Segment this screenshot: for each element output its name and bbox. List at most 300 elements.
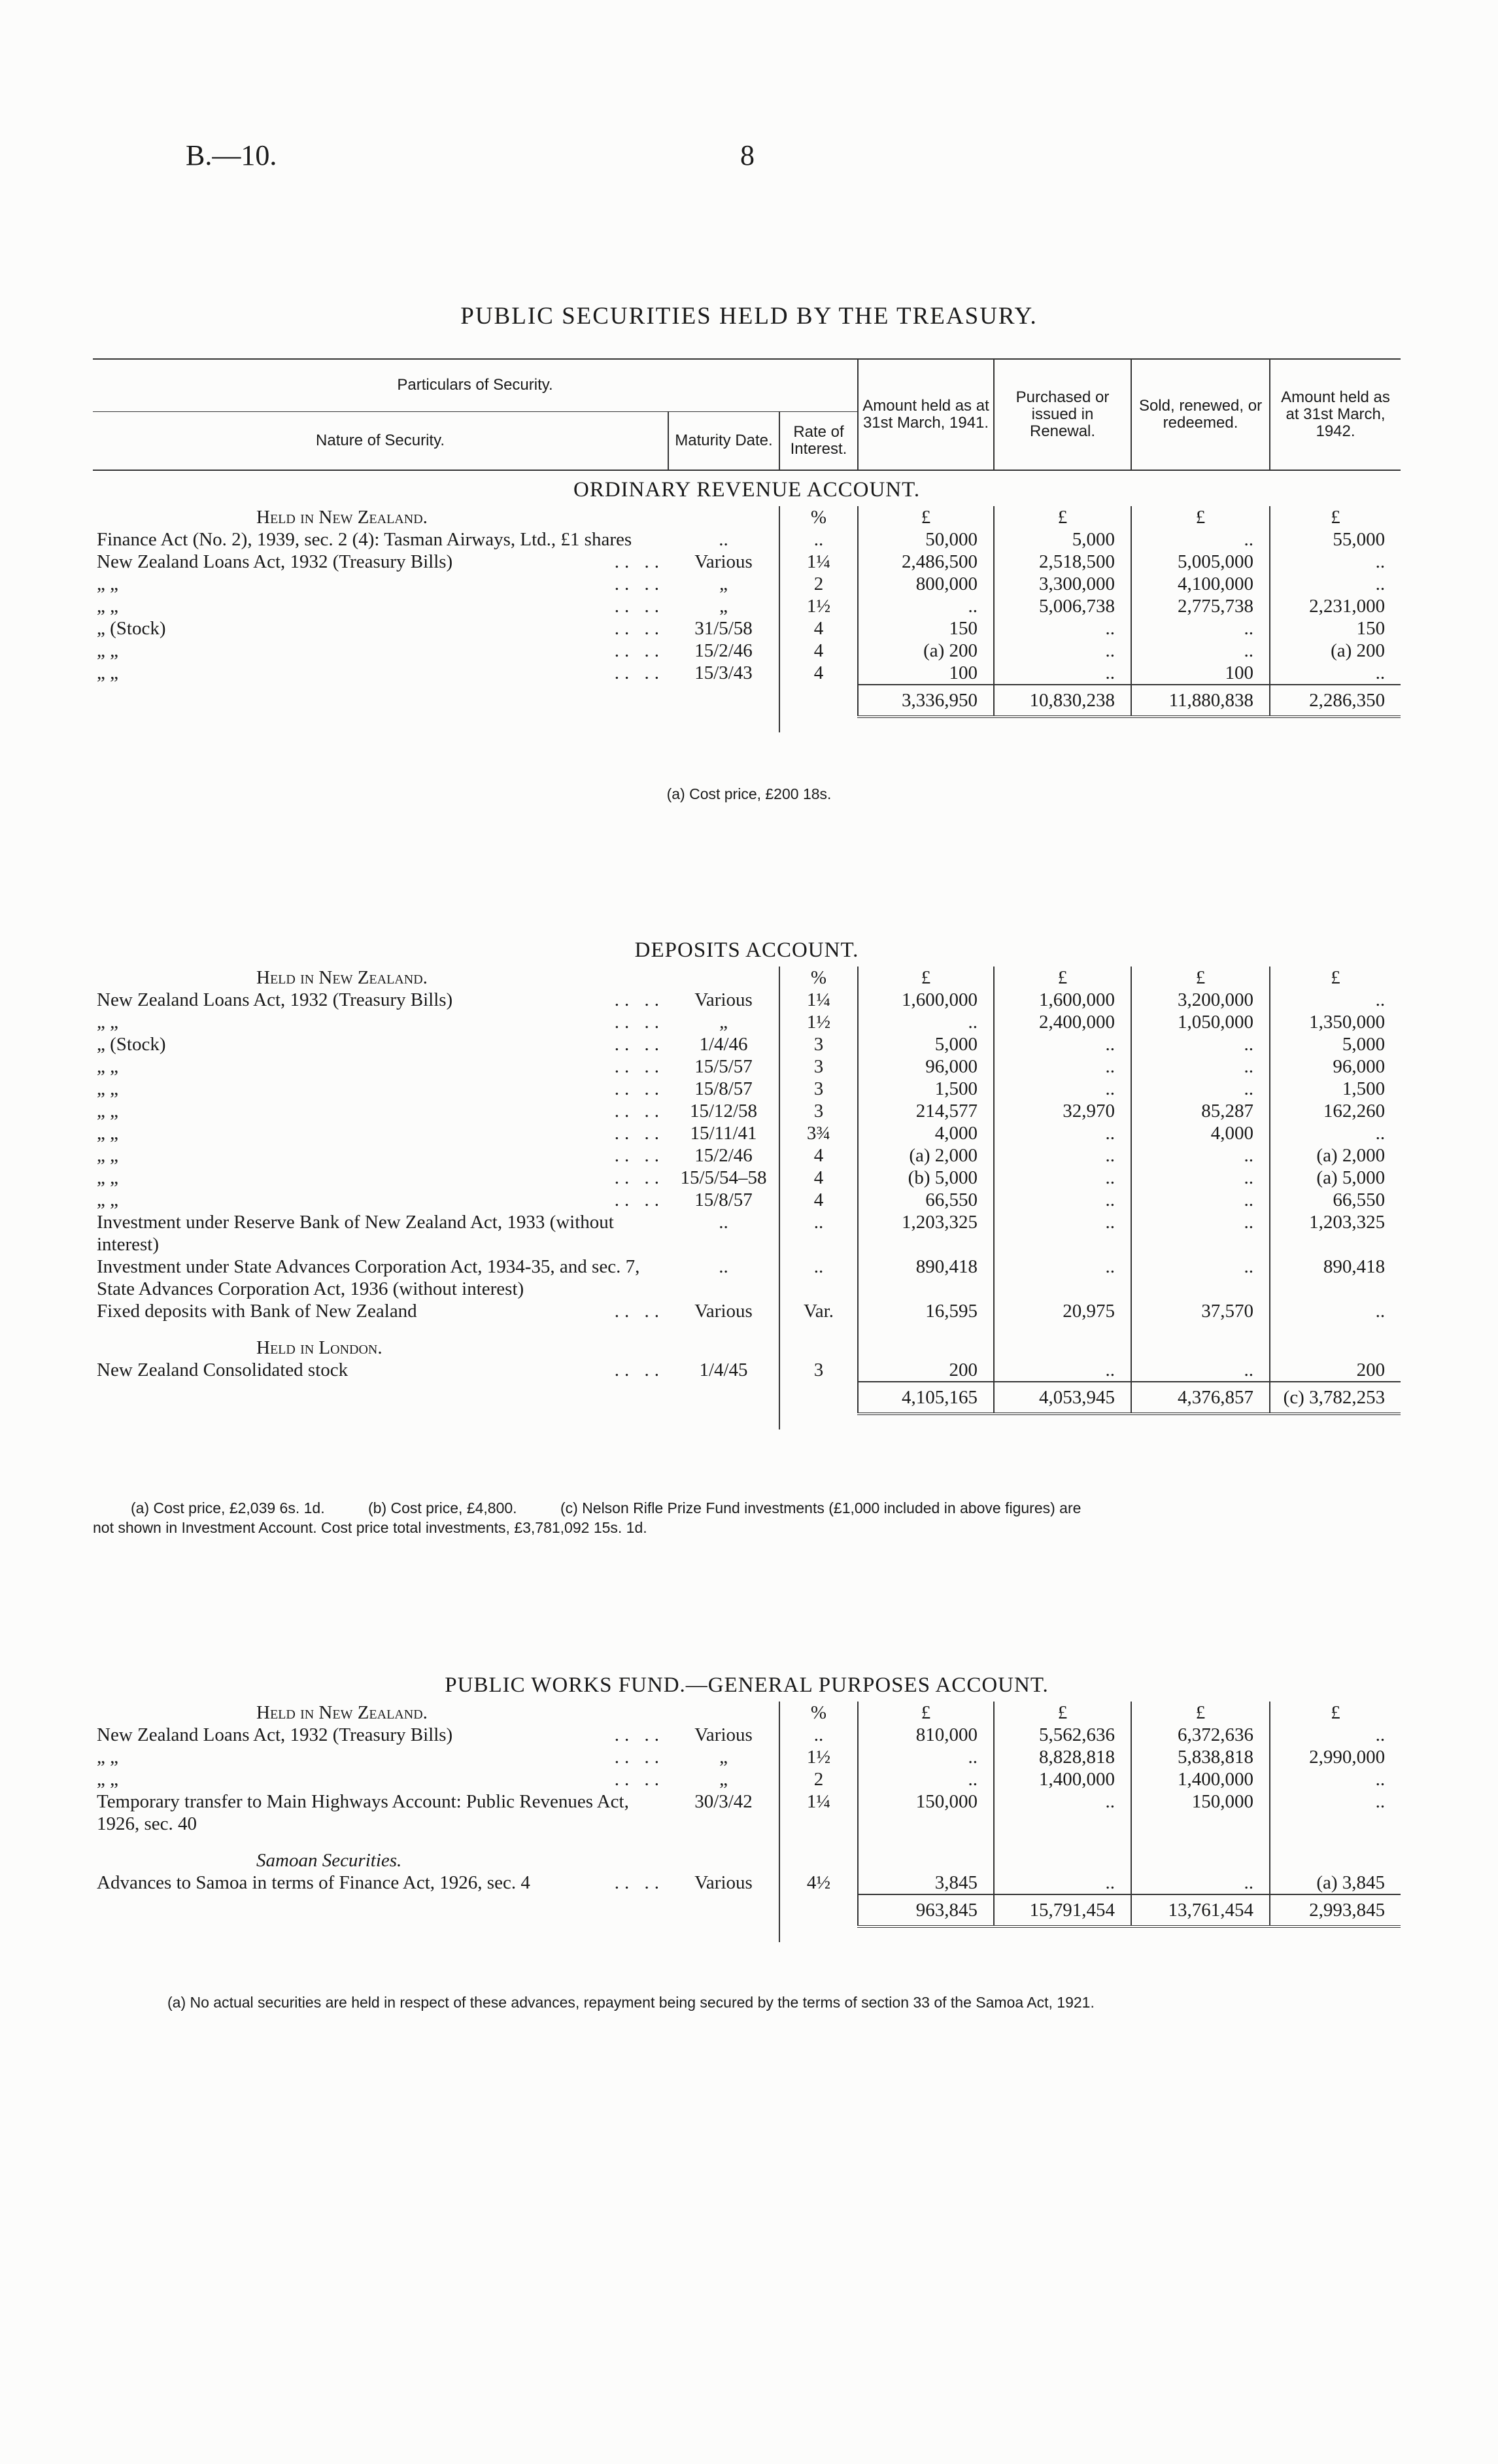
maturity-cell	[668, 685, 779, 717]
interest-rate: 4	[779, 1189, 858, 1211]
amount-held-1942: 890,418	[1323, 1256, 1386, 1277]
purchased-amount: ..	[994, 1144, 1131, 1167]
rate-cell	[779, 1322, 858, 1359]
total-held-1941: 4,105,165	[858, 1382, 994, 1414]
maturity-date: 1/4/46	[668, 1033, 779, 1055]
interest-rate: 3	[779, 1033, 858, 1055]
section-title: ORDINARY REVENUE ACCOUNT.	[573, 478, 921, 502]
amount-held-1942: (a) 200	[1331, 640, 1386, 661]
maturity-date: 1/4/45	[668, 1359, 779, 1382]
purchased-amount: ..	[994, 1256, 1131, 1300]
held-in-heading: Samoan Securities.	[256, 1850, 402, 1871]
works-footnote: (a) No actual securities are held in respect of these advances, repayment being secured by the terms of section 33 of the Samoa Act, 1921.	[167, 1994, 1095, 2011]
interest-rate: 1¼	[779, 551, 858, 573]
rate-cell	[779, 1835, 858, 1872]
table-row	[93, 989, 1401, 1011]
spacer	[1270, 1926, 1401, 1942]
amount-held-1941: 16,595	[858, 1300, 994, 1322]
maturity-cell	[668, 1894, 779, 1926]
purchased-amount: ..	[994, 1055, 1131, 1078]
interest-rate: 1¼	[779, 989, 858, 1011]
amount-held-1942: ..	[1375, 1769, 1386, 1790]
sold-heading: Sold, renewed, or redeemed.	[1131, 359, 1270, 470]
security-name: „ „	[97, 1101, 118, 1121]
spacer	[858, 717, 994, 732]
interest-rate: 1½	[779, 1011, 858, 1033]
sold-amount: 4,000	[1131, 1122, 1270, 1144]
table-row	[93, 1256, 1401, 1300]
sold-amount: ..	[1131, 1078, 1270, 1100]
blank-cell	[994, 1322, 1131, 1359]
amount-held-1942: ..	[1375, 1791, 1386, 1812]
amount-held-1942: 1,500	[1342, 1078, 1386, 1099]
spacer	[858, 1926, 994, 1942]
rate-cell	[779, 685, 858, 717]
maturity-date: Various	[668, 551, 779, 573]
table-row	[93, 573, 1401, 595]
totals-row	[93, 685, 1401, 717]
interest-rate: ..	[779, 1256, 858, 1300]
table-row	[93, 1055, 1401, 1078]
amount-held-1941: 2,486,500	[858, 551, 994, 573]
amount-held-1941: 800,000	[858, 573, 994, 595]
table-row	[93, 1300, 1401, 1322]
leader-dots: .. ..	[614, 640, 664, 661]
leader-dots: .. ..	[614, 1167, 664, 1188]
ordinary-footnote: (a) Cost price, £200 18s.	[666, 785, 832, 802]
sold-amount: 150,000	[1131, 1790, 1270, 1835]
leader-dots: .. ..	[614, 573, 664, 594]
purchased-amount: ..	[994, 640, 1131, 662]
security-description	[93, 617, 668, 640]
purchased-amount: 5,000	[994, 528, 1131, 551]
security-description	[93, 1872, 668, 1894]
document-title: PUBLIC SECURITIES HELD BY THE TREASURY.	[460, 303, 1038, 330]
amount-held-1941: (a) 2,000	[858, 1144, 994, 1167]
amount-held-1941: 200	[858, 1359, 994, 1382]
leader-dots: .. ..	[614, 989, 664, 1010]
spacer	[1131, 1414, 1270, 1429]
security-description	[93, 1724, 668, 1746]
interest-rate: 4	[779, 662, 858, 685]
security-description	[93, 1211, 668, 1256]
sold-amount: ..	[1131, 1144, 1270, 1167]
leader-dots: .. ..	[614, 662, 664, 683]
leader-dots: .. ..	[614, 1747, 664, 1768]
maturity-date: 15/12/58	[668, 1100, 779, 1122]
spacer	[1131, 1926, 1270, 1942]
purchased-heading: Purchased or issued in Renewal.	[994, 359, 1131, 470]
table-row	[93, 1359, 1401, 1382]
sold-amount: ..	[1131, 1189, 1270, 1211]
table-row	[93, 1033, 1401, 1055]
held-1941-heading: Amount held as at 31st March, 1941.	[858, 359, 994, 470]
amount-held-1941: ..	[858, 1011, 994, 1033]
table-row	[93, 1211, 1401, 1256]
security-description	[93, 662, 668, 685]
security-name: „ „	[97, 640, 118, 661]
security-name: Fixed deposits with Bank of New Zealand	[97, 1301, 417, 1322]
purchased-amount: ..	[994, 1122, 1131, 1144]
deposits-footnotes	[131, 1499, 1399, 1517]
section-title: DEPOSITS ACCOUNT.	[634, 938, 859, 962]
blank-cell	[1270, 1835, 1401, 1872]
totals-label	[93, 1382, 668, 1414]
interest-rate: 4	[779, 1167, 858, 1189]
totals-label	[93, 1894, 668, 1926]
security-name: „ „	[97, 1145, 118, 1166]
money-unit: £	[1331, 507, 1340, 528]
leader-dots: .. ..	[614, 1360, 664, 1380]
security-description	[93, 1300, 668, 1322]
spacer	[858, 1414, 994, 1429]
security-name: Temporary transfer to Main Highways Account: Public Revenues Act, 1926, sec. 40	[97, 1791, 629, 1834]
interest-rate: 1½	[779, 1746, 858, 1768]
security-name: „ „	[97, 1747, 118, 1768]
security-name: „ „	[97, 1056, 118, 1077]
security-description	[93, 1033, 668, 1055]
total-held-1942: 2,993,845	[1270, 1894, 1401, 1926]
leader-dots: .. ..	[614, 596, 664, 617]
maturity-cell	[668, 1382, 779, 1414]
maturity-date: ..	[668, 528, 779, 551]
money-unit: £	[1131, 1702, 1270, 1724]
maturity-date: 31/5/58	[668, 617, 779, 640]
security-description	[93, 1189, 668, 1211]
purchased-amount: 5,006,738	[994, 595, 1131, 617]
sold-amount: 6,372,636	[1131, 1724, 1270, 1746]
security-description	[93, 1078, 668, 1100]
sold-amount: 1,400,000	[1131, 1768, 1270, 1790]
amount-held-1942: (a) 2,000	[1316, 1145, 1386, 1166]
interest-rate: 3	[779, 1078, 858, 1100]
interest-rate: Var.	[779, 1300, 858, 1322]
total-purchased: 15,791,454	[994, 1894, 1131, 1926]
money-unit: £	[994, 1702, 1131, 1724]
money-unit: £	[994, 506, 1131, 528]
amount-held-1941: 1,203,325	[858, 1211, 994, 1256]
security-description	[93, 528, 668, 551]
security-description	[93, 1055, 668, 1078]
footnote-b: (b) Cost price, £4,800.	[368, 1499, 517, 1516]
security-description	[93, 1144, 668, 1167]
total-sold: 11,880,838	[1131, 685, 1270, 717]
amount-held-1942: ..	[1375, 1301, 1386, 1322]
amount-held-1942: 162,260	[1323, 1101, 1386, 1121]
interest-rate: 3	[779, 1100, 858, 1122]
maturity-cell	[668, 506, 779, 528]
held-in-heading: Held in New Zealand.	[256, 507, 428, 528]
purchased-amount: 1,600,000	[994, 989, 1131, 1011]
blank-cell	[994, 1835, 1131, 1872]
table-row	[93, 1122, 1401, 1144]
purchased-amount: ..	[994, 1790, 1131, 1835]
total-held-1942: (c) 3,782,253	[1270, 1382, 1401, 1414]
amount-held-1942: ..	[1375, 573, 1386, 594]
sold-amount: ..	[1131, 528, 1270, 551]
maturity-date: 15/2/46	[668, 640, 779, 662]
maturity-date: 15/11/41	[668, 1122, 779, 1144]
maturity-date: 30/3/42	[668, 1790, 779, 1835]
spacer	[93, 1414, 668, 1429]
table-row	[93, 1790, 1401, 1835]
amount-held-1942: 1,350,000	[1309, 1012, 1386, 1033]
security-name: „ „	[97, 573, 118, 594]
amount-held-1942: 55,000	[1333, 529, 1386, 550]
maturity-date: 15/8/57	[668, 1078, 779, 1100]
sold-amount: 2,775,738	[1131, 595, 1270, 617]
security-description	[93, 1011, 668, 1033]
security-description	[93, 1256, 668, 1300]
maturity-date: „	[668, 1768, 779, 1790]
maturity-date: „	[668, 1746, 779, 1768]
rate-cell	[779, 1382, 858, 1414]
table-row	[93, 1011, 1401, 1033]
amount-held-1942: ..	[1375, 1123, 1386, 1144]
leader-dots: .. ..	[614, 1724, 664, 1745]
amount-held-1941: 96,000	[858, 1055, 994, 1078]
sold-amount: ..	[1131, 1211, 1270, 1256]
sold-amount: 5,838,818	[1131, 1746, 1270, 1768]
total-held-1942: 2,286,350	[1270, 685, 1401, 717]
security-name: „ „	[97, 662, 118, 683]
security-description	[93, 989, 668, 1011]
amount-held-1941: ..	[858, 1746, 994, 1768]
leader-dots: .. ..	[614, 1056, 664, 1077]
maturity-date: Various	[668, 989, 779, 1011]
table-row	[93, 1724, 1401, 1746]
total-sold: 4,376,857	[1131, 1382, 1270, 1414]
purchased-amount: 20,975	[994, 1300, 1131, 1322]
interest-rate: 3	[779, 1055, 858, 1078]
table-row	[93, 640, 1401, 662]
section-title: PUBLIC WORKS FUND.—GENERAL PURPOSES ACCOUNT.	[445, 1673, 1049, 1697]
security-name: „ „	[97, 1167, 118, 1188]
spacer	[994, 1926, 1131, 1942]
maturity-date: „	[668, 1011, 779, 1033]
total-purchased: 4,053,945	[994, 1382, 1131, 1414]
amount-held-1942: (a) 5,000	[1316, 1167, 1386, 1188]
nature-heading: Nature of Security.	[93, 411, 668, 470]
interest-rate: 1¼	[779, 1790, 858, 1835]
amount-held-1941: 150	[858, 617, 994, 640]
leader-dots: .. ..	[614, 1012, 664, 1033]
amount-held-1942: (a) 3,845	[1316, 1872, 1386, 1893]
blank-cell	[858, 1322, 994, 1359]
security-description	[93, 595, 668, 617]
security-name: „ „	[97, 1123, 118, 1144]
maturity-date: Various	[668, 1724, 779, 1746]
security-name: New Zealand Loans Act, 1932 (Treasury Bills)	[97, 989, 453, 1010]
amount-held-1942: 66,550	[1333, 1189, 1386, 1210]
leader-dots: .. ..	[614, 618, 664, 639]
money-unit: £	[1131, 967, 1270, 989]
held-in-heading: Held in London.	[256, 1337, 383, 1358]
spacer	[779, 717, 858, 732]
money-unit: £	[1131, 506, 1270, 528]
purchased-amount: ..	[994, 1189, 1131, 1211]
maturity-date: „	[668, 573, 779, 595]
leader-dots: .. ..	[614, 1301, 664, 1322]
rate-heading: Rate of Interest.	[779, 411, 858, 470]
spacer	[779, 1414, 858, 1429]
public-works-table	[93, 1671, 1401, 1942]
security-name: „ „	[97, 1012, 118, 1033]
interest-rate: 4½	[779, 1872, 858, 1894]
amount-held-1941: 50,000	[858, 528, 994, 551]
amount-held-1941: 214,577	[858, 1100, 994, 1122]
amount-held-1941: ..	[858, 1768, 994, 1790]
security-description	[93, 573, 668, 595]
amount-held-1942: 96,000	[1333, 1056, 1386, 1077]
security-name: „ „	[97, 1769, 118, 1790]
leader-dots: .. ..	[614, 1123, 664, 1144]
spacer	[1131, 717, 1270, 732]
security-description	[93, 1167, 668, 1189]
money-unit: £	[1331, 967, 1340, 988]
total-held-1941: 3,336,950	[858, 685, 994, 717]
security-description	[93, 1122, 668, 1144]
maturity-date: 15/3/43	[668, 662, 779, 685]
blank-cell	[858, 1835, 994, 1872]
security-name: New Zealand Consolidated stock	[97, 1360, 349, 1380]
amount-held-1941: (a) 200	[858, 640, 994, 662]
totals-row	[93, 1382, 1401, 1414]
purchased-amount: ..	[994, 1872, 1131, 1894]
security-name: „ (Stock)	[97, 1034, 166, 1055]
amount-held-1941: 890,418	[858, 1256, 994, 1300]
sold-amount: ..	[1131, 1033, 1270, 1055]
deposits-table	[93, 936, 1401, 1429]
amount-held-1941: 1,600,000	[858, 989, 994, 1011]
maturity-cell	[668, 1322, 779, 1359]
rate-unit: %	[779, 1702, 858, 1724]
security-name: New Zealand Loans Act, 1932 (Treasury Bills)	[97, 1724, 453, 1745]
interest-rate: 2	[779, 1768, 858, 1790]
amount-held-1942: 150	[1356, 618, 1386, 639]
held-in-heading: Held in New Zealand.	[256, 967, 428, 988]
interest-rate: 2	[779, 573, 858, 595]
maturity-date: 15/8/57	[668, 1189, 779, 1211]
spacer	[93, 1926, 668, 1942]
security-name: Advances to Samoa in terms of Finance Act, 1926, sec. 4	[97, 1872, 530, 1893]
total-purchased: 10,830,238	[994, 685, 1131, 717]
table-row	[93, 1078, 1401, 1100]
leader-dots: .. ..	[614, 1101, 664, 1121]
table-row	[93, 617, 1401, 640]
page-number: 8	[740, 139, 755, 171]
report-reference: B.—10.	[186, 139, 277, 171]
money-unit: £	[1331, 1702, 1340, 1723]
purchased-amount: 1,400,000	[994, 1768, 1131, 1790]
spacer	[668, 717, 779, 732]
held-in-heading: Held in New Zealand.	[256, 1702, 428, 1723]
spacer	[668, 1926, 779, 1942]
table-row	[93, 1189, 1401, 1211]
security-description	[93, 1359, 668, 1382]
particulars-heading: Particulars of Security.	[93, 359, 858, 411]
sold-amount: ..	[1131, 1359, 1270, 1382]
amount-held-1942: 5,000	[1342, 1034, 1386, 1055]
totals-row	[93, 1894, 1401, 1926]
sold-amount: ..	[1131, 1167, 1270, 1189]
security-name: New Zealand Loans Act, 1932 (Treasury Bills)	[97, 551, 453, 572]
purchased-amount: ..	[994, 662, 1131, 685]
amount-held-1941: 810,000	[858, 1724, 994, 1746]
interest-rate: 4	[779, 617, 858, 640]
purchased-amount: 8,828,818	[994, 1746, 1131, 1768]
footnote-c-continued: not shown in Investment Account. Cost price total investments, £3,781,092 15s. 1d.	[93, 1519, 647, 1536]
maturity-date: 15/5/57	[668, 1055, 779, 1078]
amount-held-1941: 4,000	[858, 1122, 994, 1144]
money-unit: £	[858, 1702, 994, 1724]
amount-held-1942: 1,203,325	[1309, 1212, 1386, 1233]
footnote-a: (a) Cost price, £2,039 6s. 1d.	[131, 1499, 325, 1516]
purchased-amount: ..	[994, 1359, 1131, 1382]
security-description	[93, 1790, 668, 1835]
sold-amount: 100	[1131, 662, 1270, 685]
blank-cell	[1131, 1835, 1270, 1872]
amount-held-1942: 200	[1356, 1360, 1386, 1380]
leader-dots: .. ..	[614, 1769, 664, 1790]
interest-rate: 1½	[779, 595, 858, 617]
maturity-date: „	[668, 595, 779, 617]
purchased-amount: 32,970	[994, 1100, 1131, 1122]
money-unit: £	[858, 506, 994, 528]
table-row	[93, 1768, 1401, 1790]
security-name: Investment under State Advances Corporation Act, 1934-35, and sec. 7, State Advances Corporation Act, 1936 (without interest)	[97, 1256, 640, 1299]
table-row	[93, 1144, 1401, 1167]
maturity-date: Various	[668, 1300, 779, 1322]
money-unit: £	[858, 967, 994, 989]
leader-dots: .. ..	[614, 1078, 664, 1099]
leader-dots: .. ..	[614, 1034, 664, 1055]
totals-label	[93, 685, 668, 717]
sold-amount: ..	[1131, 1256, 1270, 1300]
spacer	[668, 1414, 779, 1429]
security-description	[93, 551, 668, 573]
amount-held-1942: ..	[1375, 551, 1386, 572]
sold-amount: 3,200,000	[1131, 989, 1270, 1011]
column-headings	[93, 358, 1401, 471]
security-name: „ (Stock)	[97, 618, 166, 639]
spacer	[779, 1926, 858, 1942]
security-name: Finance Act (No. 2), 1939, sec. 2 (4): Tasman Airways, Ltd., £1 shares	[97, 529, 632, 550]
sold-amount: ..	[1131, 617, 1270, 640]
maturity-heading: Maturity Date.	[668, 411, 779, 470]
amount-held-1941: 100	[858, 662, 994, 685]
spacer	[994, 1414, 1131, 1429]
table-row	[93, 1167, 1401, 1189]
table-row	[93, 551, 1401, 573]
security-description	[93, 1746, 668, 1768]
sold-amount: 1,050,000	[1131, 1011, 1270, 1033]
purchased-amount: 2,518,500	[994, 551, 1131, 573]
purchased-amount: ..	[994, 617, 1131, 640]
interest-rate: 3¾	[779, 1122, 858, 1144]
interest-rate: 3	[779, 1359, 858, 1382]
maturity-date: ..	[668, 1256, 779, 1300]
security-name: Investment under Reserve Bank of New Zealand Act, 1933 (without interest)	[97, 1212, 614, 1255]
table-row	[93, 1872, 1401, 1894]
ordinary-revenue-table	[93, 476, 1401, 732]
leader-dots: .. ..	[614, 1872, 664, 1893]
spacer	[994, 717, 1131, 732]
rate-cell	[779, 1894, 858, 1926]
total-sold: 13,761,454	[1131, 1894, 1270, 1926]
security-description	[93, 1100, 668, 1122]
purchased-amount: 2,400,000	[994, 1011, 1131, 1033]
